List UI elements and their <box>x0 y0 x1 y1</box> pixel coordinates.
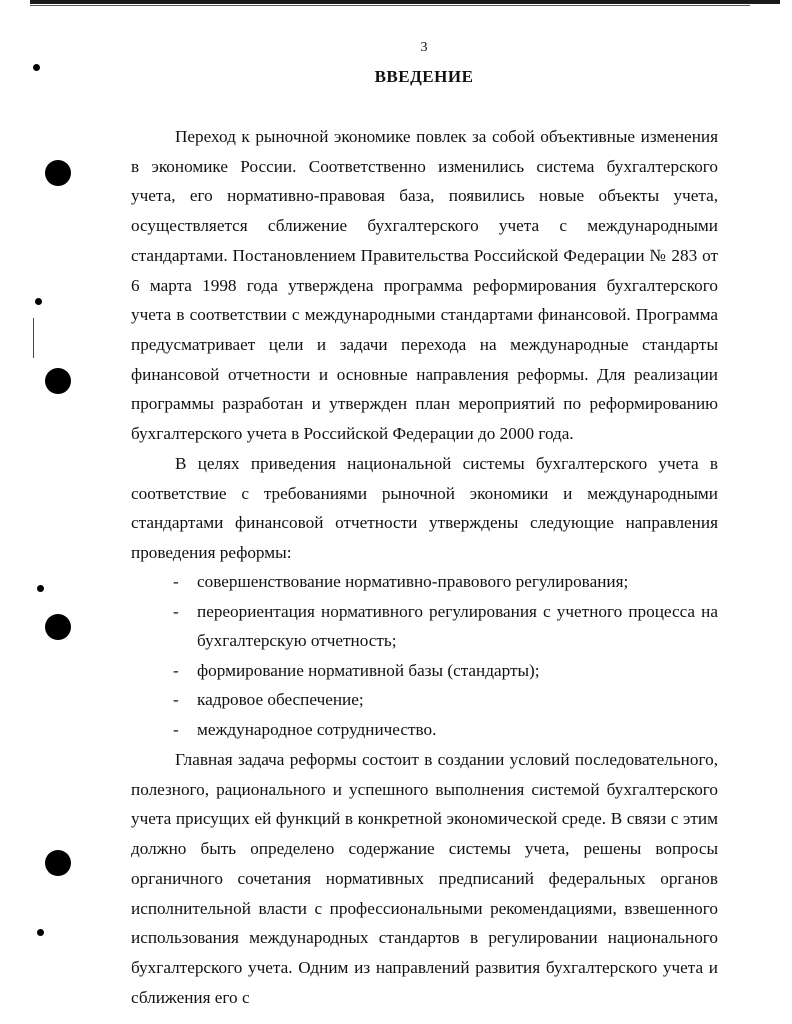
list-item <box>131 656 718 686</box>
paragraph-text: Переход к рыночной экономике повлек за собой объективные изменения в экономике России. Соответственно изменились система бухгалтерского учета, его нормативно-правовая база, появились новые объекты учета, осуществляется сближение бухгалтерского учета с международными стандартами. Постановлением Правительства Российской Федерации № 283 от 6 марта 1998 года утверждена программа реформирования бухгалтерского учета в соответствии с международными стандартами финансовой. Программа предусматривает цели и задачи перехода на международные стандарты финансовой отчетности и основные направления реформы. Для реализации программы разработан и утвержден план мероприятий по реформированию бухгалтерского учета в Российской Федерации до 2000 года. <box>131 127 718 444</box>
list-item-text: кадровое обеспечение; <box>197 690 364 710</box>
scan-mark <box>37 585 44 592</box>
page-number: 3 <box>420 40 428 55</box>
binder-hole <box>45 368 71 394</box>
page-title: ВВЕДЕНИЕ <box>374 67 474 86</box>
list-item-text: совершенствование нормативно-правового регулирования; <box>197 572 629 591</box>
list-item <box>131 685 718 715</box>
scan-mark <box>37 929 44 936</box>
paragraph-text: Главная задача реформы состоит в создании условий последовательного, полезного, рационального и успешного выполнения системой бухгалтерского учета присущих ей функций в конкретной экономической среде. В связи с этим должно быть определено содержание системы учета, решены вопросы органичного сочетания нормативных предписаний федеральных органов исполнительной власти с профессиональными рекомендациями, взвешенного использования международных стандартов в регулировании национального бухгалтерского учета. Одним из направлений развития бухгалтерского учета и сближения его с <box>131 750 718 1007</box>
list-marker: - <box>173 719 179 739</box>
reform-directions-list <box>131 567 718 745</box>
paragraph-2 <box>131 449 718 568</box>
list-item <box>131 567 718 597</box>
list-item-text: переориентация нормативного регулирования с учетного процесса на бухгалтерскую отчетность; <box>197 601 718 651</box>
scan-mark <box>35 298 42 305</box>
scan-top-border <box>30 0 780 4</box>
list-marker: - <box>173 660 179 680</box>
list-item-text: международное сотрудничество. <box>197 719 437 739</box>
binder-hole <box>45 850 71 876</box>
paragraph-3 <box>131 745 718 1012</box>
scan-tick <box>33 318 34 358</box>
list-item <box>131 715 718 745</box>
list-item-text: формирование нормативной базы (стандарты); <box>197 660 540 680</box>
list-marker: - <box>173 690 179 710</box>
binder-hole <box>45 160 71 186</box>
paragraph-text: В целях приведения национальной системы бухгалтерского учета в соответствие с требованиями рыночной экономики и международными стандартами финансовой отчетности утверждены следующие направления проведения реформы: <box>131 454 718 563</box>
scan-top-border-thin <box>30 5 750 6</box>
binder-hole <box>45 614 71 640</box>
list-item <box>131 597 718 656</box>
list-marker: - <box>173 572 179 591</box>
list-marker: - <box>173 601 179 621</box>
paragraph-1 <box>131 122 718 449</box>
